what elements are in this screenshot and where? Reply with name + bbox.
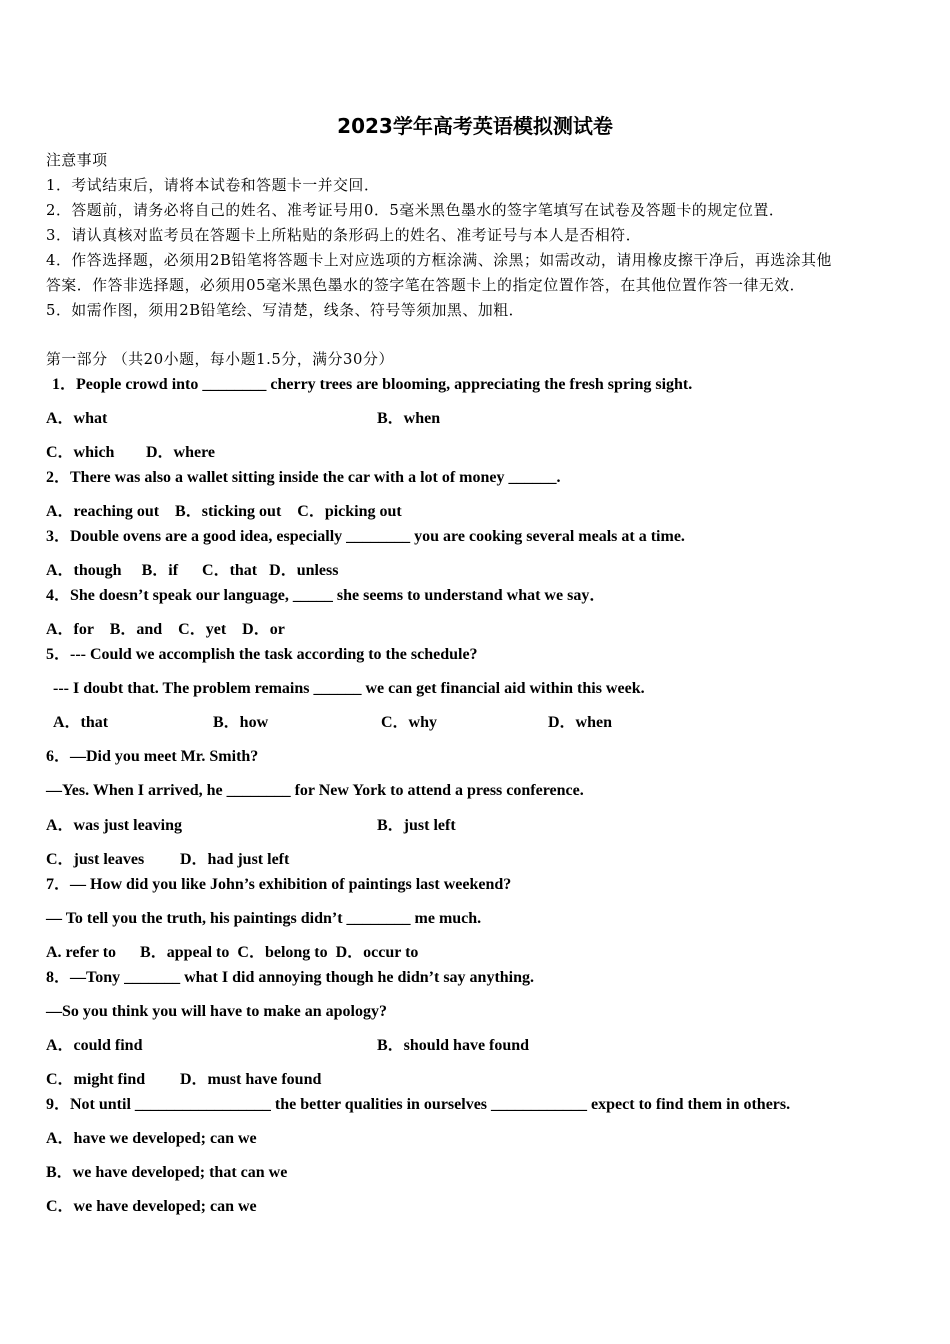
question-stem: 5．--- Could we accomplish the task according to the schedule? [46, 646, 478, 663]
option-c: C．why [381, 714, 438, 731]
option-d: D．must have found [180, 1071, 322, 1088]
option-c: C．might find [46, 1071, 146, 1088]
notice-item: 3．请认真核对监考员在答题卡上所粘贴的条形码上的姓名、准考证号与本人是否相符． [46, 227, 642, 244]
option-d: D．where [146, 444, 216, 461]
question-stem: 9．Not until _________________ the better qualities in ourselves ____________ expect to find them in others. [46, 1096, 791, 1113]
notice-item: 4．作答选择题，必须用2B铅笔将答题卡上对应选项的方框涂满、涂黑；如需改动，请用橡皮擦干净后，再选涂其他 [46, 252, 832, 269]
option-b: B．should have found [377, 1037, 530, 1054]
question-reply: —Yes. When I arrived, he ________ for New York to attend a press conference. [46, 782, 584, 799]
options-line: A．for B．and C．yet D．or [46, 621, 285, 638]
notice-item: 答案．作答非选择题，必须用05毫米黑色墨水的签字笔在答题卡上的指定位置作答，在其他位置作答一律无效． [46, 277, 806, 294]
notice-item: 5．如需作图，须用2B铅笔绘、写清楚，线条、符号等须加黑、加粗． [46, 302, 525, 319]
question-stem: 4．She doesn’t speak our language, _____ she seems to understand what we say． [46, 587, 606, 604]
option-a: A．what [46, 410, 108, 427]
option-a: A．could find [46, 1037, 143, 1054]
option-a: A．have we developed; can we [46, 1130, 257, 1147]
option-d: D．had just left [180, 851, 290, 868]
option-c: C．just leaves [46, 851, 145, 868]
question-stem: 8．—Tony _______ what I did annoying though he didn’t say anything. [46, 969, 535, 986]
page-title: 2023学年高考英语模拟测试卷 [337, 114, 613, 138]
options-line: A．though B．if C．that D．unless [46, 562, 339, 579]
option-b: B．how [213, 714, 269, 731]
option-b: B．just left [377, 817, 456, 834]
option-a: A．that [53, 714, 109, 731]
options-line: A．reaching out B．sticking out C．picking out [46, 503, 402, 520]
question-stem: 1．People crowd into ________ cherry trees are blooming, appreciating the fresh spring sight. [52, 376, 693, 393]
question-reply: --- I doubt that. The problem remains ______ we can get financial aid within this week. [53, 680, 645, 697]
notice-item: 1．考试结束后，请将本试卷和答题卡一并交回． [46, 177, 380, 194]
section-heading: 第一部分 （共20小题，每小题1.5分，满分30分） [46, 351, 394, 368]
option-b: B．when [377, 410, 441, 427]
question-stem: 7．— How did you like John’s exhibition of paintings last weekend? [46, 876, 512, 893]
notice-item: 2．答题前，请务必将自己的姓名、准考证号用0．5毫米黑色墨水的签字笔填写在试卷及答题卡的规定位置． [46, 202, 785, 219]
notice-heading: 注意事项 [46, 152, 108, 169]
option-a: A．was just leaving [46, 817, 183, 834]
option-b: B．we have developed; that can we [46, 1164, 288, 1181]
options-line: A. refer to B．appeal to C．belong to D．occur to [46, 944, 419, 961]
option-c: C．we have developed; can we [46, 1198, 257, 1215]
option-c: C．which [46, 444, 115, 461]
question-stem: 3．Double ovens are a good idea, especially ________ you are cooking several meals at a time. [46, 528, 685, 545]
question-reply: — To tell you the truth, his paintings didn’t ________ me much. [46, 910, 482, 927]
option-d: D．when [548, 714, 613, 731]
question-stem: 6．—Did you meet Mr. Smith? [46, 748, 259, 765]
question-reply: —So you think you will have to make an apology? [46, 1003, 387, 1020]
question-stem: 2．There was also a wallet sitting inside the car with a lot of money ______. [46, 469, 561, 486]
